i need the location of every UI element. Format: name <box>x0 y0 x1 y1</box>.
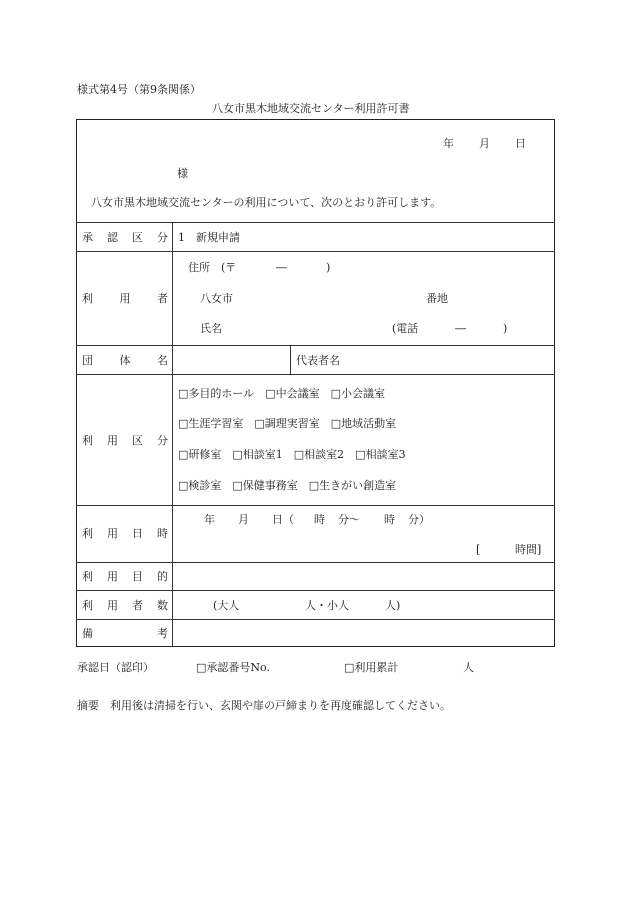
start-minute: 分〜 <box>338 513 360 526</box>
end-hour: 時 <box>384 513 395 526</box>
phone-close: ) <box>503 322 508 335</box>
usage-month: 月 <box>238 513 249 526</box>
row-divider <box>76 251 555 252</box>
adult-child-separator: 人・小人 <box>305 599 349 612</box>
address-label: 住所 (〒 <box>188 261 237 274</box>
name-label: 氏名 <box>200 322 222 335</box>
hours-bracket-close: 時間] <box>515 543 542 556</box>
row-divider <box>76 590 555 591</box>
city-label: 八女市 <box>200 292 233 305</box>
user-label: 利 用 者 <box>82 292 168 305</box>
row-divider <box>76 619 555 620</box>
approval-number-checkbox[interactable]: □承認番号No. <box>196 661 270 674</box>
postal-dash: ― <box>276 261 287 274</box>
form-number: 様式第4号（第9条関係） <box>77 83 201 96</box>
room-options-line[interactable]: □研修室 □相談室1 □相談室2 □相談室3 <box>178 448 406 461</box>
addressee-suffix: 様 <box>177 167 188 180</box>
row-divider <box>76 562 555 563</box>
approval-value: 1 新規申請 <box>178 231 240 244</box>
date-year: 年 <box>443 137 454 150</box>
hours-bracket-open: [ <box>476 543 481 556</box>
start-hour: 時 <box>314 513 325 526</box>
date-month: 月 <box>479 137 490 150</box>
phone-label: (電話 <box>392 322 419 335</box>
group-column-divider <box>290 345 291 374</box>
row-divider <box>76 345 555 346</box>
child-unit: 人) <box>385 599 401 612</box>
row-divider <box>76 222 555 223</box>
room-options-line[interactable]: □多目的ホール □中会議室 □小会議室 <box>178 387 385 400</box>
row-divider <box>76 374 555 375</box>
banchi-label: 番地 <box>426 292 448 305</box>
approval-label: 承 認 区 分 <box>82 231 168 244</box>
date-day: 日 <box>515 137 526 150</box>
adult-count-label: (大人 <box>213 599 240 612</box>
representative-label: 代表者名 <box>296 354 340 367</box>
usage-datetime-label: 利 用 日 時 <box>82 527 168 540</box>
group-label: 団 体 名 <box>82 354 168 367</box>
cumulative-checkbox[interactable]: □利用累計 <box>344 661 399 674</box>
permit-statement: 八女市黒木地域交流センターの利用について、次のとおり許可します。 <box>91 196 442 209</box>
row-divider <box>76 505 555 506</box>
usage-category-label: 利 用 区 分 <box>82 434 168 447</box>
label-column-divider <box>172 222 173 647</box>
end-minute: 分） <box>408 513 430 526</box>
phone-dash: ― <box>455 322 466 335</box>
room-options-line[interactable]: □検診室 □保健事務室 □生きがい創造室 <box>178 479 397 492</box>
purpose-label: 利 用 目 的 <box>82 570 168 583</box>
postal-close: ) <box>326 261 331 274</box>
summary-note: 摘要 利用後は清掃を行い、玄関や扉の戸締まりを再度確認してください。 <box>77 699 451 712</box>
user-count-label: 利 用 者 数 <box>82 599 168 612</box>
page-title: 八女市黒木地域交流センター利用許可書 <box>212 102 410 115</box>
approval-date-label: 承認日（認印） <box>77 661 154 674</box>
room-options-line[interactable]: □生涯学習室 □調理実習室 □地域活動室 <box>178 417 397 430</box>
usage-year: 年 <box>204 513 215 526</box>
remarks-label: 備 考 <box>82 627 168 640</box>
usage-day: 日（ <box>272 513 294 526</box>
person-unit: 人 <box>463 661 474 674</box>
